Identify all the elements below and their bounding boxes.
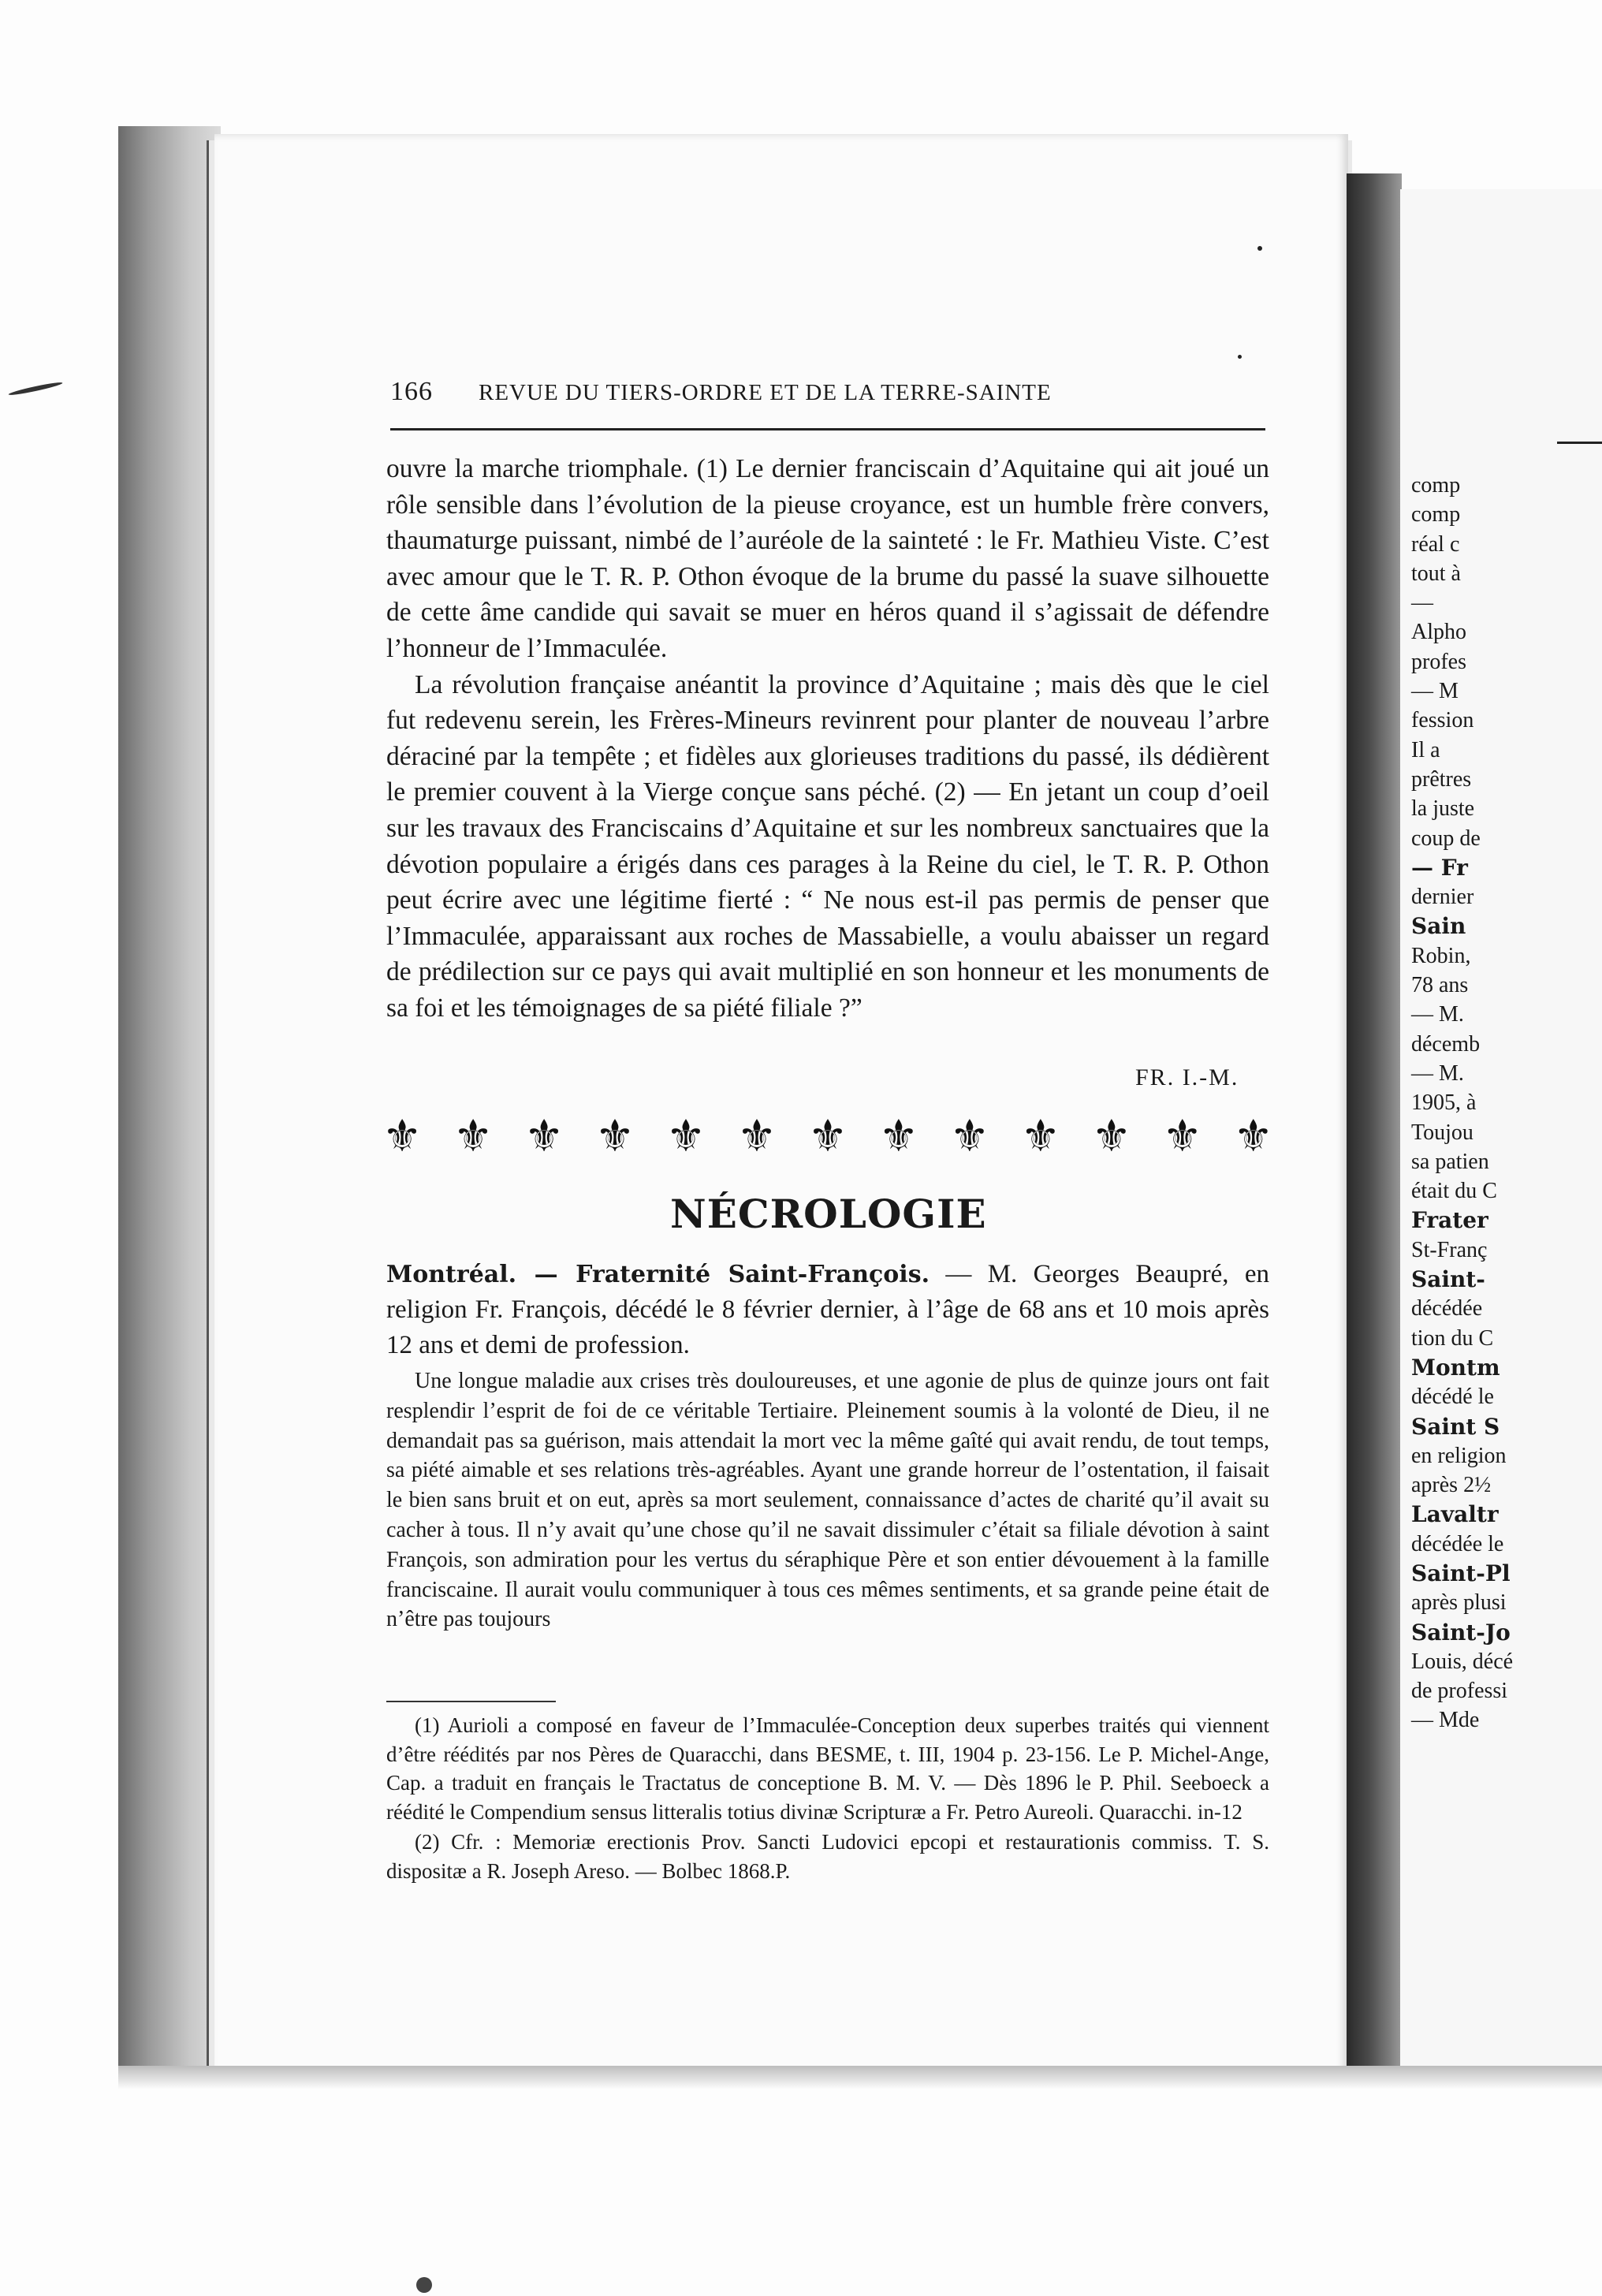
fleur-de-lis-icon: ⚜ — [878, 1110, 918, 1162]
scan-speck — [1257, 246, 1262, 251]
right-page-line — [1411, 1560, 1602, 1589]
right-page-heading: Saint-Jo — [1411, 1619, 1511, 1646]
right-page-line: tion du C — [1411, 1325, 1494, 1351]
right-page-line: — M. — [1411, 1002, 1464, 1027]
right-page-heading: Montm — [1411, 1354, 1500, 1381]
journal-title: REVUE DU TIERS-ORDRE ET DE LA TERRE-SAINTE — [479, 380, 1052, 405]
fleur-de-lis-ornament-row — [382, 1108, 1273, 1165]
running-head — [390, 377, 1265, 407]
obituary-place: Montréal. — Fraternité Saint-François. — [386, 1261, 930, 1288]
fleur-de-lis-icon: ⚜ — [665, 1110, 706, 1162]
right-page-line: St-Franç — [1411, 1237, 1488, 1262]
fleur-de-lis-icon: ⚜ — [382, 1110, 423, 1162]
right-page-line: comp — [1411, 473, 1461, 498]
right-page-line: Alpho — [1411, 620, 1466, 645]
bottom-shadow — [118, 2066, 1602, 2089]
right-page-line — [1411, 912, 1602, 941]
right-page-line — [1411, 1354, 1602, 1383]
fleur-de-lis-icon: ⚜ — [594, 1110, 635, 1162]
fleur-de-lis-icon: ⚜ — [1020, 1110, 1060, 1162]
right-page-line: — — [1411, 591, 1433, 616]
right-page-text — [1411, 472, 1602, 1736]
right-page-line: Robin, — [1411, 943, 1471, 968]
right-page-line — [1411, 1619, 1602, 1648]
right-page-line: était du C — [1411, 1179, 1497, 1204]
book-gutter — [1347, 173, 1402, 2082]
right-page-line: décédée — [1411, 1296, 1483, 1321]
header-rule — [390, 428, 1265, 430]
right-page-line: — M — [1411, 679, 1459, 704]
footnote-2: (2) Cfr. : Memoriæ erectionis Prov. Sancti Ludovici epcopi et restaurationis commiss. T. S. dispositæ a R. Joseph Areso. — Bolbec 1868.P. — [386, 1830, 1269, 1883]
right-page-line: Toujou — [1411, 1120, 1473, 1145]
right-page-line — [1411, 1265, 1602, 1295]
right-page-line: coup de — [1411, 826, 1481, 851]
right-page-line: 1905, à — [1411, 1090, 1477, 1116]
scan-speck — [1238, 355, 1242, 359]
right-page-line — [1411, 1206, 1602, 1236]
right-page-line: — Mde — [1411, 1708, 1480, 1733]
right-page-line: — M. — [1411, 1060, 1464, 1086]
right-page-line: après 2½ — [1411, 1473, 1492, 1498]
right-page-line — [1411, 854, 1602, 883]
right-page-rule — [1557, 442, 1602, 444]
article-body — [386, 451, 1269, 1027]
right-page-heading: Saint S — [1411, 1413, 1500, 1440]
right-page-line: profes — [1411, 649, 1466, 674]
right-page-line: après plusi — [1411, 1590, 1507, 1616]
fleur-de-lis-icon: ⚜ — [1233, 1110, 1273, 1162]
right-page-line: décédée le — [1411, 1531, 1504, 1556]
footnote-1: (1) Aurioli a composé en faveur de l’Immaculée-Conception deux superbes traités qui viennent d’être réédités par nos Pères de Quaracchi, dans BESME, t. III, 1904 p. 23-156. Le P. Michel-Ange, Cap. a traduit en français le Tractatus de conceptione B. M. V. — Dès 1896 le P. Phil. Seeboeck a réédité le Compendium sensus litteralis totius divinæ Scripturæ a Fr. Petro Aureoli. Quaracchi. in-12 — [386, 1713, 1269, 1824]
right-page-line: en religion — [1411, 1443, 1507, 1468]
right-page-heading: Saint-Pl — [1411, 1560, 1511, 1586]
fleur-de-lis-icon: ⚜ — [807, 1110, 848, 1162]
right-page-heading: Frater — [1411, 1207, 1488, 1234]
obituary-body — [386, 1366, 1269, 1634]
right-page-line: dernier — [1411, 885, 1474, 910]
right-page-heading: — Fr — [1411, 854, 1468, 881]
obituary-paragraph: Une longue maladie aux crises très douloureuses, et une agonie de plus de quinze jours ont fait resplendir l’esprit de foi de ce véritable Tertiaire. Pleinement soumis à la volonté de Dieu, il ne demandait pas sa guérison, mais attendait la mort vec la même gaîté qui avait rendu, de tout temps, sa piété aimable et ses relations très-agréables. Ayant une grande horreur de l’ostentation, il faisait le bien sans bruit et on eut, après sa mort seulement, connaissance d’actes de charité qu’il avait su cacher à tous. Il n’y avait qu’une chose qu’il ne savait dissimuler c’était sa filiale dévotion à saint François, son admiration pour les vertus du séraphique Père et son entier dévouement à la famille franciscaine. Il aurait voulu communiquer à tous ces mêmes sentiments, et sa grande peine était de n’être pas toujours — [386, 1369, 1269, 1632]
obituary-lead-text: — M. Georges Beaupré, en religion Fr. François, décédé le 8 février dernier, à l’âge de 68 ans et 10 mois après 12 ans et demi de profession. — [386, 1260, 1270, 1359]
right-page-line: prêtres — [1411, 766, 1472, 792]
right-page-line — [1411, 1413, 1602, 1442]
right-page-line: Louis, décé — [1411, 1649, 1514, 1674]
signature: FR. I.-M. — [1135, 1064, 1239, 1090]
book-edge — [118, 126, 221, 2074]
right-page-line: Il a — [1411, 737, 1440, 762]
right-page-line: la juste — [1411, 796, 1475, 822]
fleur-de-lis-icon: ⚜ — [736, 1110, 777, 1162]
right-page-line: sa patien — [1411, 1149, 1489, 1174]
right-page-heading: Sain — [1411, 913, 1466, 940]
right-page-line: décemb — [1411, 1031, 1481, 1057]
page-number: 166 — [390, 377, 433, 406]
scan-artifact — [8, 381, 63, 397]
footnote-rule — [386, 1701, 556, 1702]
right-page-heading: Saint- — [1411, 1266, 1485, 1293]
right-page-line: réal c — [1411, 531, 1460, 557]
footnotes — [386, 1711, 1269, 1887]
fleur-de-lis-icon: ⚜ — [949, 1110, 989, 1162]
right-page-line: tout à — [1411, 561, 1461, 586]
paragraph-1: ouvre la marche triomphale. (1) Le dernier franciscain d’Aquitaine qui ait joué un rôle sensible dans l’évolution de la pieuse croyance, est un humble frère convers, thaumaturge puissant, nimbé de l’auréole de la sainteté : le Fr. Mathieu Viste. C’est avec amour que le T. R. P. Othon évoque de la brume du passé la suave silhouette de cette âme candide qui savait se muer en héros quand il s’agissait de défendre l’honneur de l’Immaculée. — [386, 454, 1269, 663]
right-page-line: de professi — [1411, 1679, 1508, 1704]
right-page-heading: Lavaltr — [1411, 1501, 1499, 1528]
right-page-line: fession — [1411, 708, 1474, 733]
right-page-line: comp — [1411, 502, 1461, 527]
fleur-de-lis-icon: ⚜ — [523, 1110, 564, 1162]
fleur-de-lis-icon: ⚜ — [1162, 1110, 1202, 1162]
scan-speck — [416, 2277, 432, 2293]
right-page-line: décédé le — [1411, 1385, 1494, 1410]
right-page-line: 78 ans — [1411, 973, 1469, 998]
fleur-de-lis-icon: ⚜ — [1091, 1110, 1131, 1162]
paragraph-2: La révolution française anéantit la province d’Aquitaine ; mais dès que le ciel fut redevenu serein, les Frères-Mineurs revinrent pour planter de nouveau l’arbre déraciné par la tempête ; et fidèles aux glorieuses traditions du passé, ils dédièrent le premier couvent à la Vierge conçue sans péché. (2) — En jetant un coup d’oeil sur les travaux des Franciscains d’Aquitaine et sur les nombreux sanctuaires que la dévotion populaire a érigés dans ces parages à la Reine du ciel, le T. R. P. Othon peut écrire avec une légitime fierté : “ Ne nous est-il pas permis de penser que l’Immaculée, apparaissant aux roches de Massabielle, a voulu abaisser un regard de prédilection sur ce pays qui avait multiplié en son honneur et les monuments de sa foi et les témoignages de sa piété filiale ?” — [386, 669, 1269, 1023]
section-title: NÉCROLOGIE — [670, 1191, 987, 1237]
obituary-lead — [386, 1257, 1269, 1363]
right-page-line — [1411, 1500, 1602, 1530]
fleur-de-lis-icon: ⚜ — [453, 1110, 494, 1162]
